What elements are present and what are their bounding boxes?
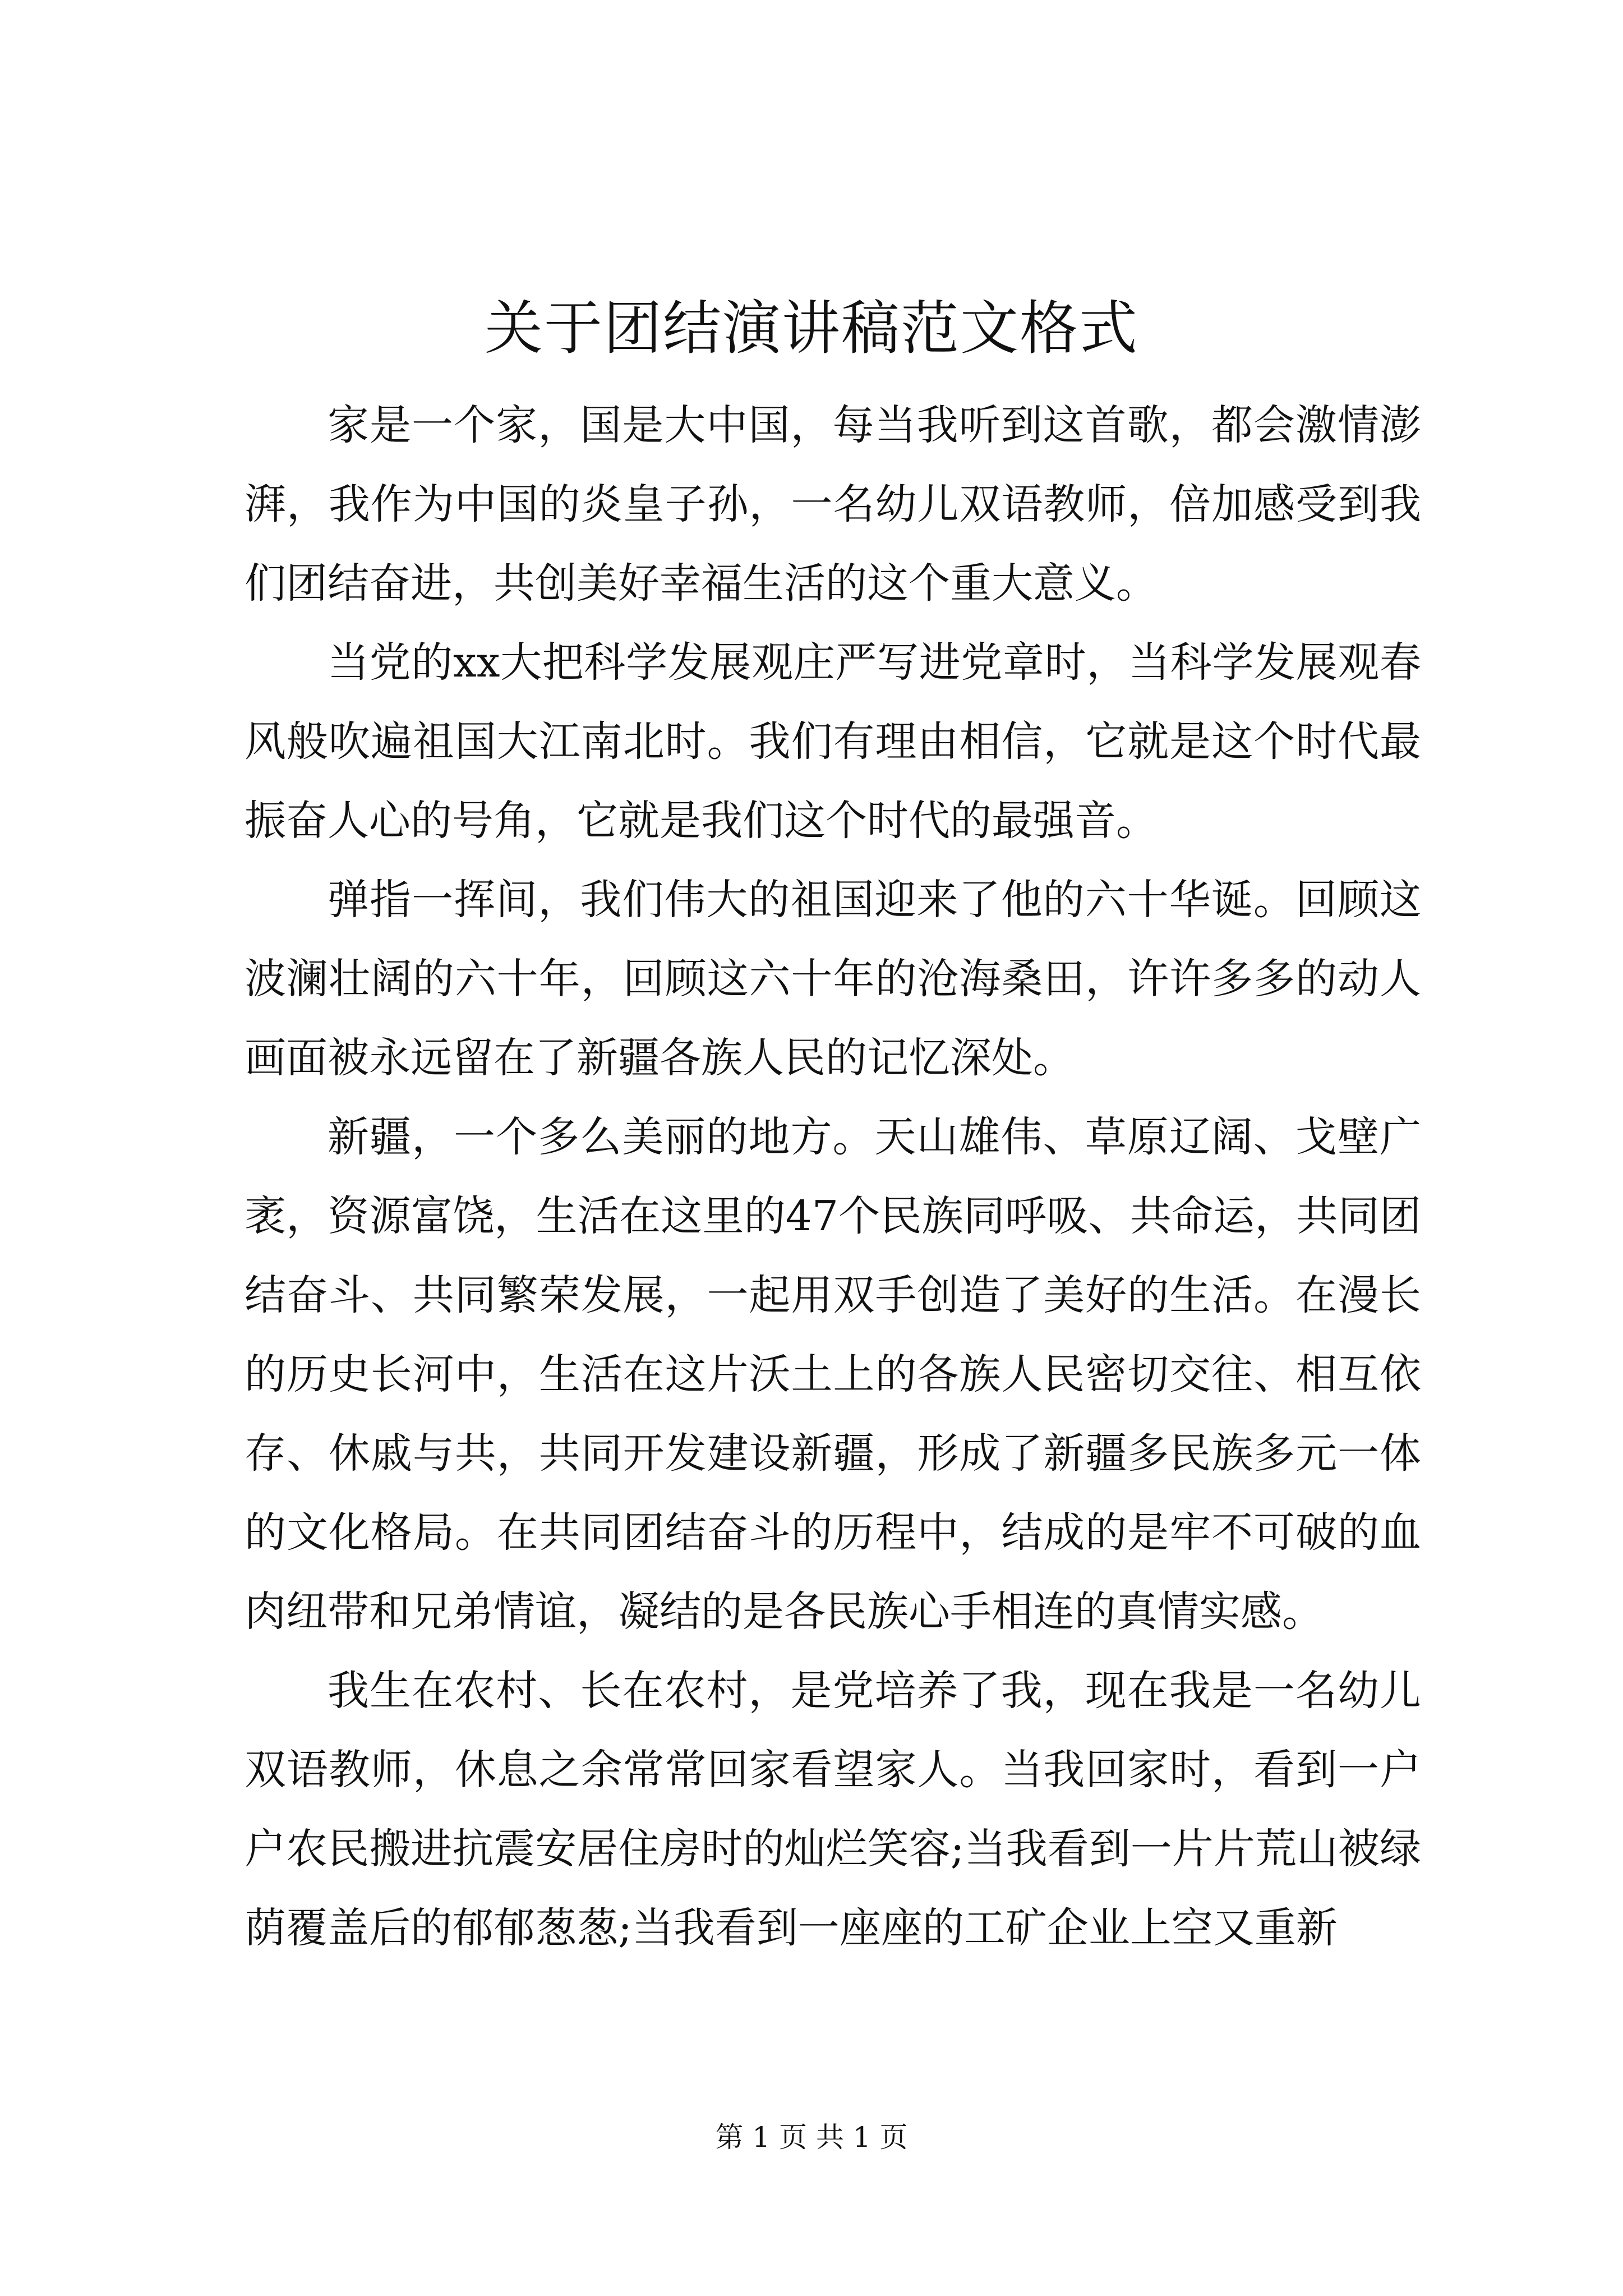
paragraph: 新疆，一个多么美丽的地方。天山雄伟、草原辽阔、戈壁广袤，资源富饶，生活在这里的47个民族同呼吸、共命运，共同团结奋斗、共同繁荣发展，一起用双手创造了美好的生活。在漫长的历史长河中，生活在这片沃土上的各族人民密切交往、相互依存、休戚与共，共同开发建设新疆，形成了新疆多民族多元一体的文化格局。在共同团结奋斗的历程中，结成的是牢不可破的血肉纽带和兄弟情谊，凝结的是各民族心手相连的真情实感。 xyxy=(245,1113,1421,1636)
paragraph: 家是一个家，国是大中国，每当我听到这首歌，都会激情澎湃，我作为中国的炎皇子孙，一名幼儿双语教师，倍加感受到我们团结奋进，共创美好幸福生活的这个重大意义。 xyxy=(245,401,1421,608)
paragraph: 我生在农村、长在农村，是党培养了我，现在我是一名幼儿双语教师，休息之余常常回家看望家人。当我回家时，看到一户户农民搬进抗震安居住房时的灿烂笑容;当我看到一片片荒山被绿荫覆盖后的郁郁葱葱;当我看到一座座的工矿企业上空又重新 xyxy=(245,1667,1421,1952)
document-title: 关于团结演讲稿范文格式 xyxy=(484,294,1138,362)
paragraph: 弹指一挥间，我们伟大的祖国迎来了他的六十华诞。回顾这波澜壮阔的六十年，回顾这六十年的沧海桑田，许许多多的动人画面被永远留在了新疆各族人民的记忆深处。 xyxy=(245,876,1421,1082)
document-body xyxy=(245,386,1421,1968)
paragraph: 当党的xx大把科学发展观庄严写进党章时，当科学发展观春风般吹遍祖国大江南北时。我们有理由相信，它就是这个时代最振奋人心的号角，它就是我们这个时代的最强音。 xyxy=(245,638,1421,845)
page-footer: 第 1 页 共 1 页 xyxy=(715,2121,908,2154)
